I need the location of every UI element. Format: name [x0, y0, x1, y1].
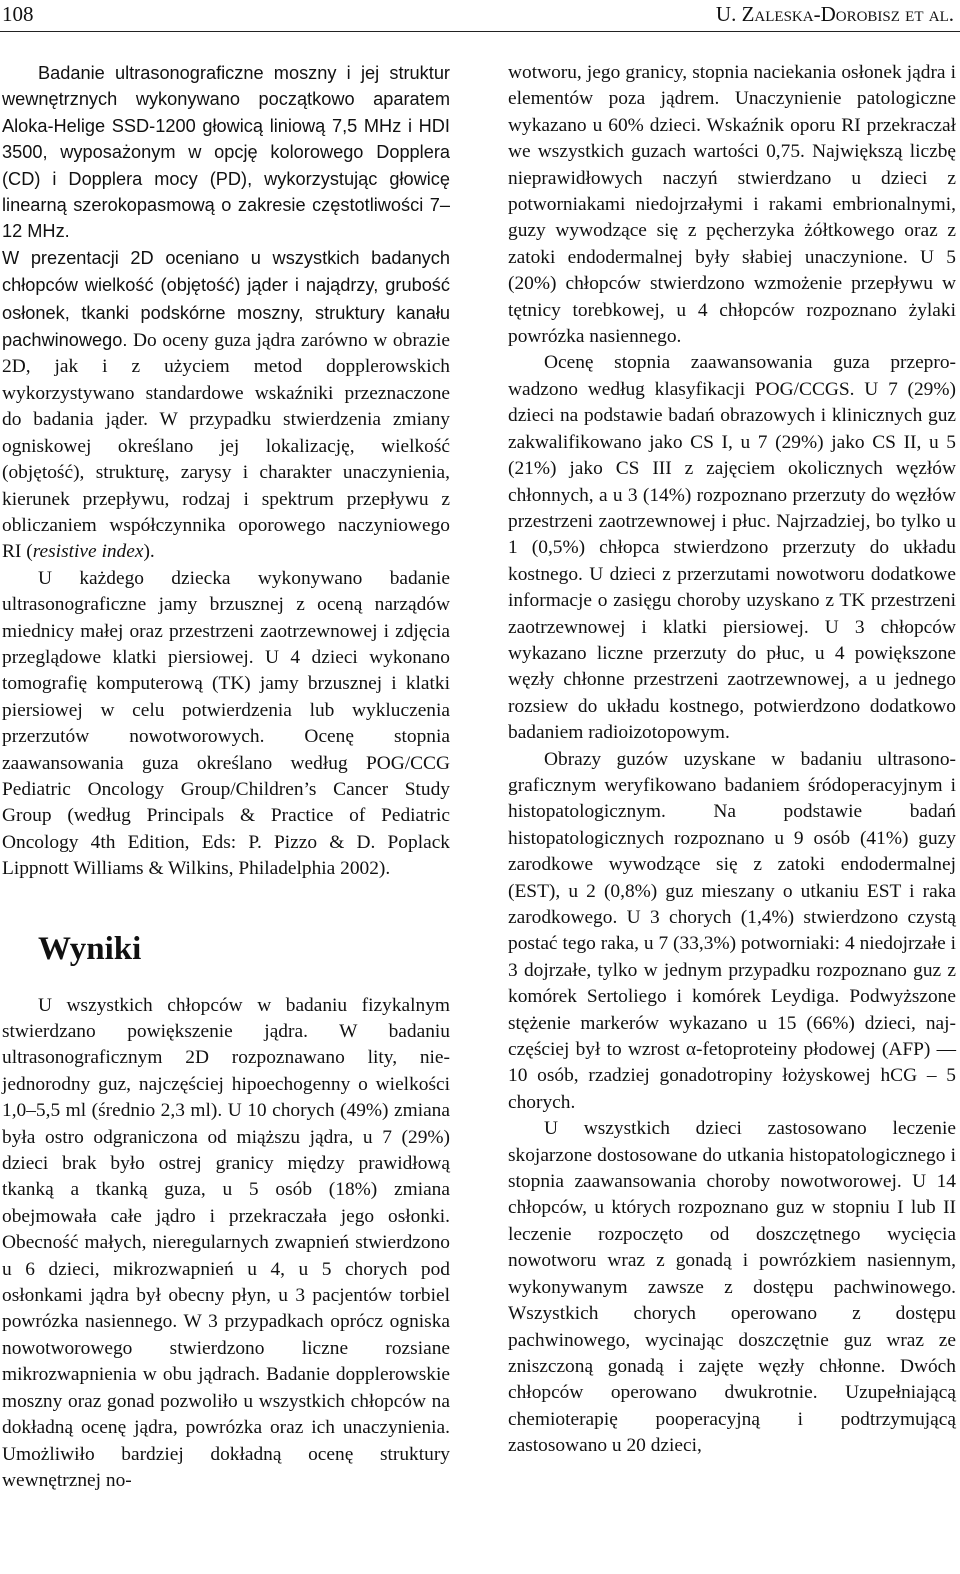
italic-term: resistive index: [32, 541, 144, 563]
running-head-author: Zaleska-Dorobisz et al.: [741, 2, 954, 26]
paragraph-results-vascularity: wotworu, jego granicy, stopnia naciekania osłonek jądra i elementów poza jądrem. Unaczynienie patologiczne wykazano u 60% dzieci. Wskaźnik oporu RI przekraczał we wszystkich guzach wartości 0,75. Największą liczbę nieprawidłowych naczyń stwierdzano u dzieci z potworniakami niedojrzałymi i rakami embrionalnymi, guzy wywodzące się z pęcherzyka żółtkowego oraz z zatoki endodermalnej były słabiej unaczynione. U 5 (20%) chłopców stwierdzono wzmożenie przepływu w tętnicy torebkowej, u 4 chłopców rozpoznano żylaki powrózka nasiennego.: [508, 62, 956, 348]
paragraph-methods-abdomen: U każdego dziecka wykonywano badanie ultrasonograficzne jamy brzusznej z oceną narządów miednicy małej oraz przestrzeni zaotrzewnowej i zdjęcia przeglądowe klatki piersiowej. U 4 dzieci wykonano tomografię komputerową (TK) jamy brzusznej i klatki piersiowej w celu potwierdzenia lub wykluczenia przerzutów nowotworowych. Ocenę stopnia zaawansowania guza określano według POG/CCG Pediatric Oncology Group/Children’s Cancer Study Group (według Principals & Practice of Pediatric Oncology 4th Edition, Eds: P. Pizzo & D. Poplack Lippnott Williams & Wilkins, Philadelphia 2002).: [2, 567, 450, 880]
paragraph-methods-tumor-text: Do oceny guza jądra zarówno w obrazie 2D, jak i z użyciem metod dopplerowskich wykorzystywano standardowe wskaźniki przeznaczone do badania jąder. W przypadku stwierdzenia zmiany ogniskowej określano jej lokalizację, wielkość (objętość), strukturę, zarysy i charakter unaczynienia, kierunek przepływu, rodzaj i spektrum przepływu z obliczaniem współczynnika oporowego naczyniowego RI (: [2, 330, 450, 563]
page-header: [0, 0, 960, 36]
paragraph-methods-equipment: Badanie ultrasonograficzne moszny i jej struktur wewnętrznych wykonywano początkowo aparatem Aloka-Helige SSD-1200 głowicą liniową 7,5 MHz i HDI 3500, wyposażonym w opcję kolorowego Dopplera (CD) i Dopplera mocy (PD), wykorzystując głowicę linearną szerokopasmową o zakresie częstotliwości 7–12 MHz.: [2, 63, 450, 242]
paragraph-results-treatment: U wszystkich dzieci zastosowano leczenie skojarzone dostosowane do utkania histopatologicznego i stopnia zaawansowania choroby nowotworowej. U 14 chłopców, u których rozpoznano guz w stopniu I lub II leczenie rozpoczęto od doszczętnego wycięcia nowotworu wraz z gonadą i powrózkiem nasiennym, wykonywanym zawsze z dostępu pachwinowego. Wszystkich chorych operowano z dostępu pachwinowego, wycinając doszczętnie guz wraz ze zniszczoną gonadą i zajęte węzły chłonne. Dwóch chłopców operowano dwukrotnie. Uzupełniającą chemioterapię pooperacyjną i podtrzymującą zastosowano u 20 dzieci,: [508, 1118, 956, 1457]
running-head-initial: U.: [715, 2, 742, 26]
paragraph-results-ultrasound: U wszystkich chłopców w badaniu fizykalnym stwierdzano powiększenie jądra. W badaniu ultrasonograficznym 2D rozpoznawano lity, niejednorodny guz, najczęściej hipoechogenny o wielkości 1,0–5,5 ml (średnio 2,3 ml). U 10 chorych (49%) zmiana była ostro odgraniczona od miąższu jądra, u 7 (29%) dzieci brak było ostrej granicy między prawidłową tkanką a tkanką guza, u 5 osób (18%) zmiana obejmowała całe jądro i przekraczała jego osłonki. Obecność małych, nieregularnych zwapnień stwierdzono u 6 dzieci, mikrozwapnień u 4, u 5 chorych pod osłonkami jądra był obecny płyn, u 3 pacjentów torbiel powrózka nasiennego. W 3 przypadkach oprócz ogniska nowotworowego stwierdzono liczne rozsiane mikrozwapnienia w obu jądrach. Badanie dopplerowskie moszny oraz gonad pozwoliło u wszystkich chłopców na dokładną ocenę jądra, powrózka oraz ich unaczynienia. Umożliwiło bardziej dokładną ocenę struktury wewnętrznej no-: [2, 994, 450, 1491]
section-heading-results: Wyniki: [38, 930, 142, 967]
left-column: [2, 60, 450, 1494]
paragraph-results-histopathology: Obrazy guzów uzyskane w badaniu ultrasonograficznym weryfikowano badaniem śródoperacyjnym i histopatologicznym. Na podstawie badań histopatologicznych rozpoznano u 9 osób (41%) guzy zarodkowe wywodzące się z zatoki endodermalnej (EST), u 2 (0,8%) guz mieszany o utkaniu EST i raka zarodkowego. U 3 chorych (1,4%) stwierdzono czystą postać tego raka, u 7 (33,3%) potworniaki: 4 niedojrzałe i 3 dojrzałe, tylko w jednym przypadku rozpoznano guz z komórek Sertoliego i komórek Leydiga. Podwyższone stężenie markerów wykazano u 15 (66%) dzieci, najczęściej był to wzrost α-fetoproteiny płodowej (AFP) — 10 osób, rzadziej gonadotropiny łożyskowej hCG – 5 chorych.: [508, 748, 956, 1113]
page-number: 108: [2, 2, 34, 26]
paragraph-methods-tumor-tail: ).: [143, 541, 155, 563]
paragraph-results-staging: Ocenę stopnia zaawansowania guza przeprowadzono według klasyfikacji POG/CCGS. U 7 (29%) dzieci na podstawie badań obrazowych i klinicznych guz zakwalifikowano jako CS I, u 7 (29%) jako CS II, u 5 (21%) jako CS III z zajęciem okolicznych węzłów chłonnych, a u 3 (14%) rozpoznano przerzuty do węzłów przestrzeni zaotrzewnowej i płuc. Najrzadziej, bo tylko u 1 (0,5%) chłopca stwierdzono przerzuty do układu kostnego. U dzieci z przerzutami nowotworu dodatkowe informacje o zasięgu choroby uzyskano z TK przestrzeni zaotrzewnowej i klatki piersiowej. U 3 chłopców wykazano liczne przerzuty do płuc, u 4 powiększone węzły chłonne przestrzeni zaotrzewnowej, a u jednego rozsiew do układu kostnego, potwierdzono dodatkowo badaniem radioizotopowym.: [508, 352, 956, 744]
paragraph-methods-tumor: [2, 330, 450, 562]
right-column: [508, 60, 956, 1460]
running-head: [716, 2, 954, 27]
header-rule: [0, 31, 960, 32]
paragraph-methods-2d: W prezentacji 2D oceniano u wszystkich badanych chłopców wielkość (objętość) jąder i najądrzy, grubość osłonek, tkanki podskórne moszny, struktury kanału pachwinowego.: [2, 247, 450, 351]
